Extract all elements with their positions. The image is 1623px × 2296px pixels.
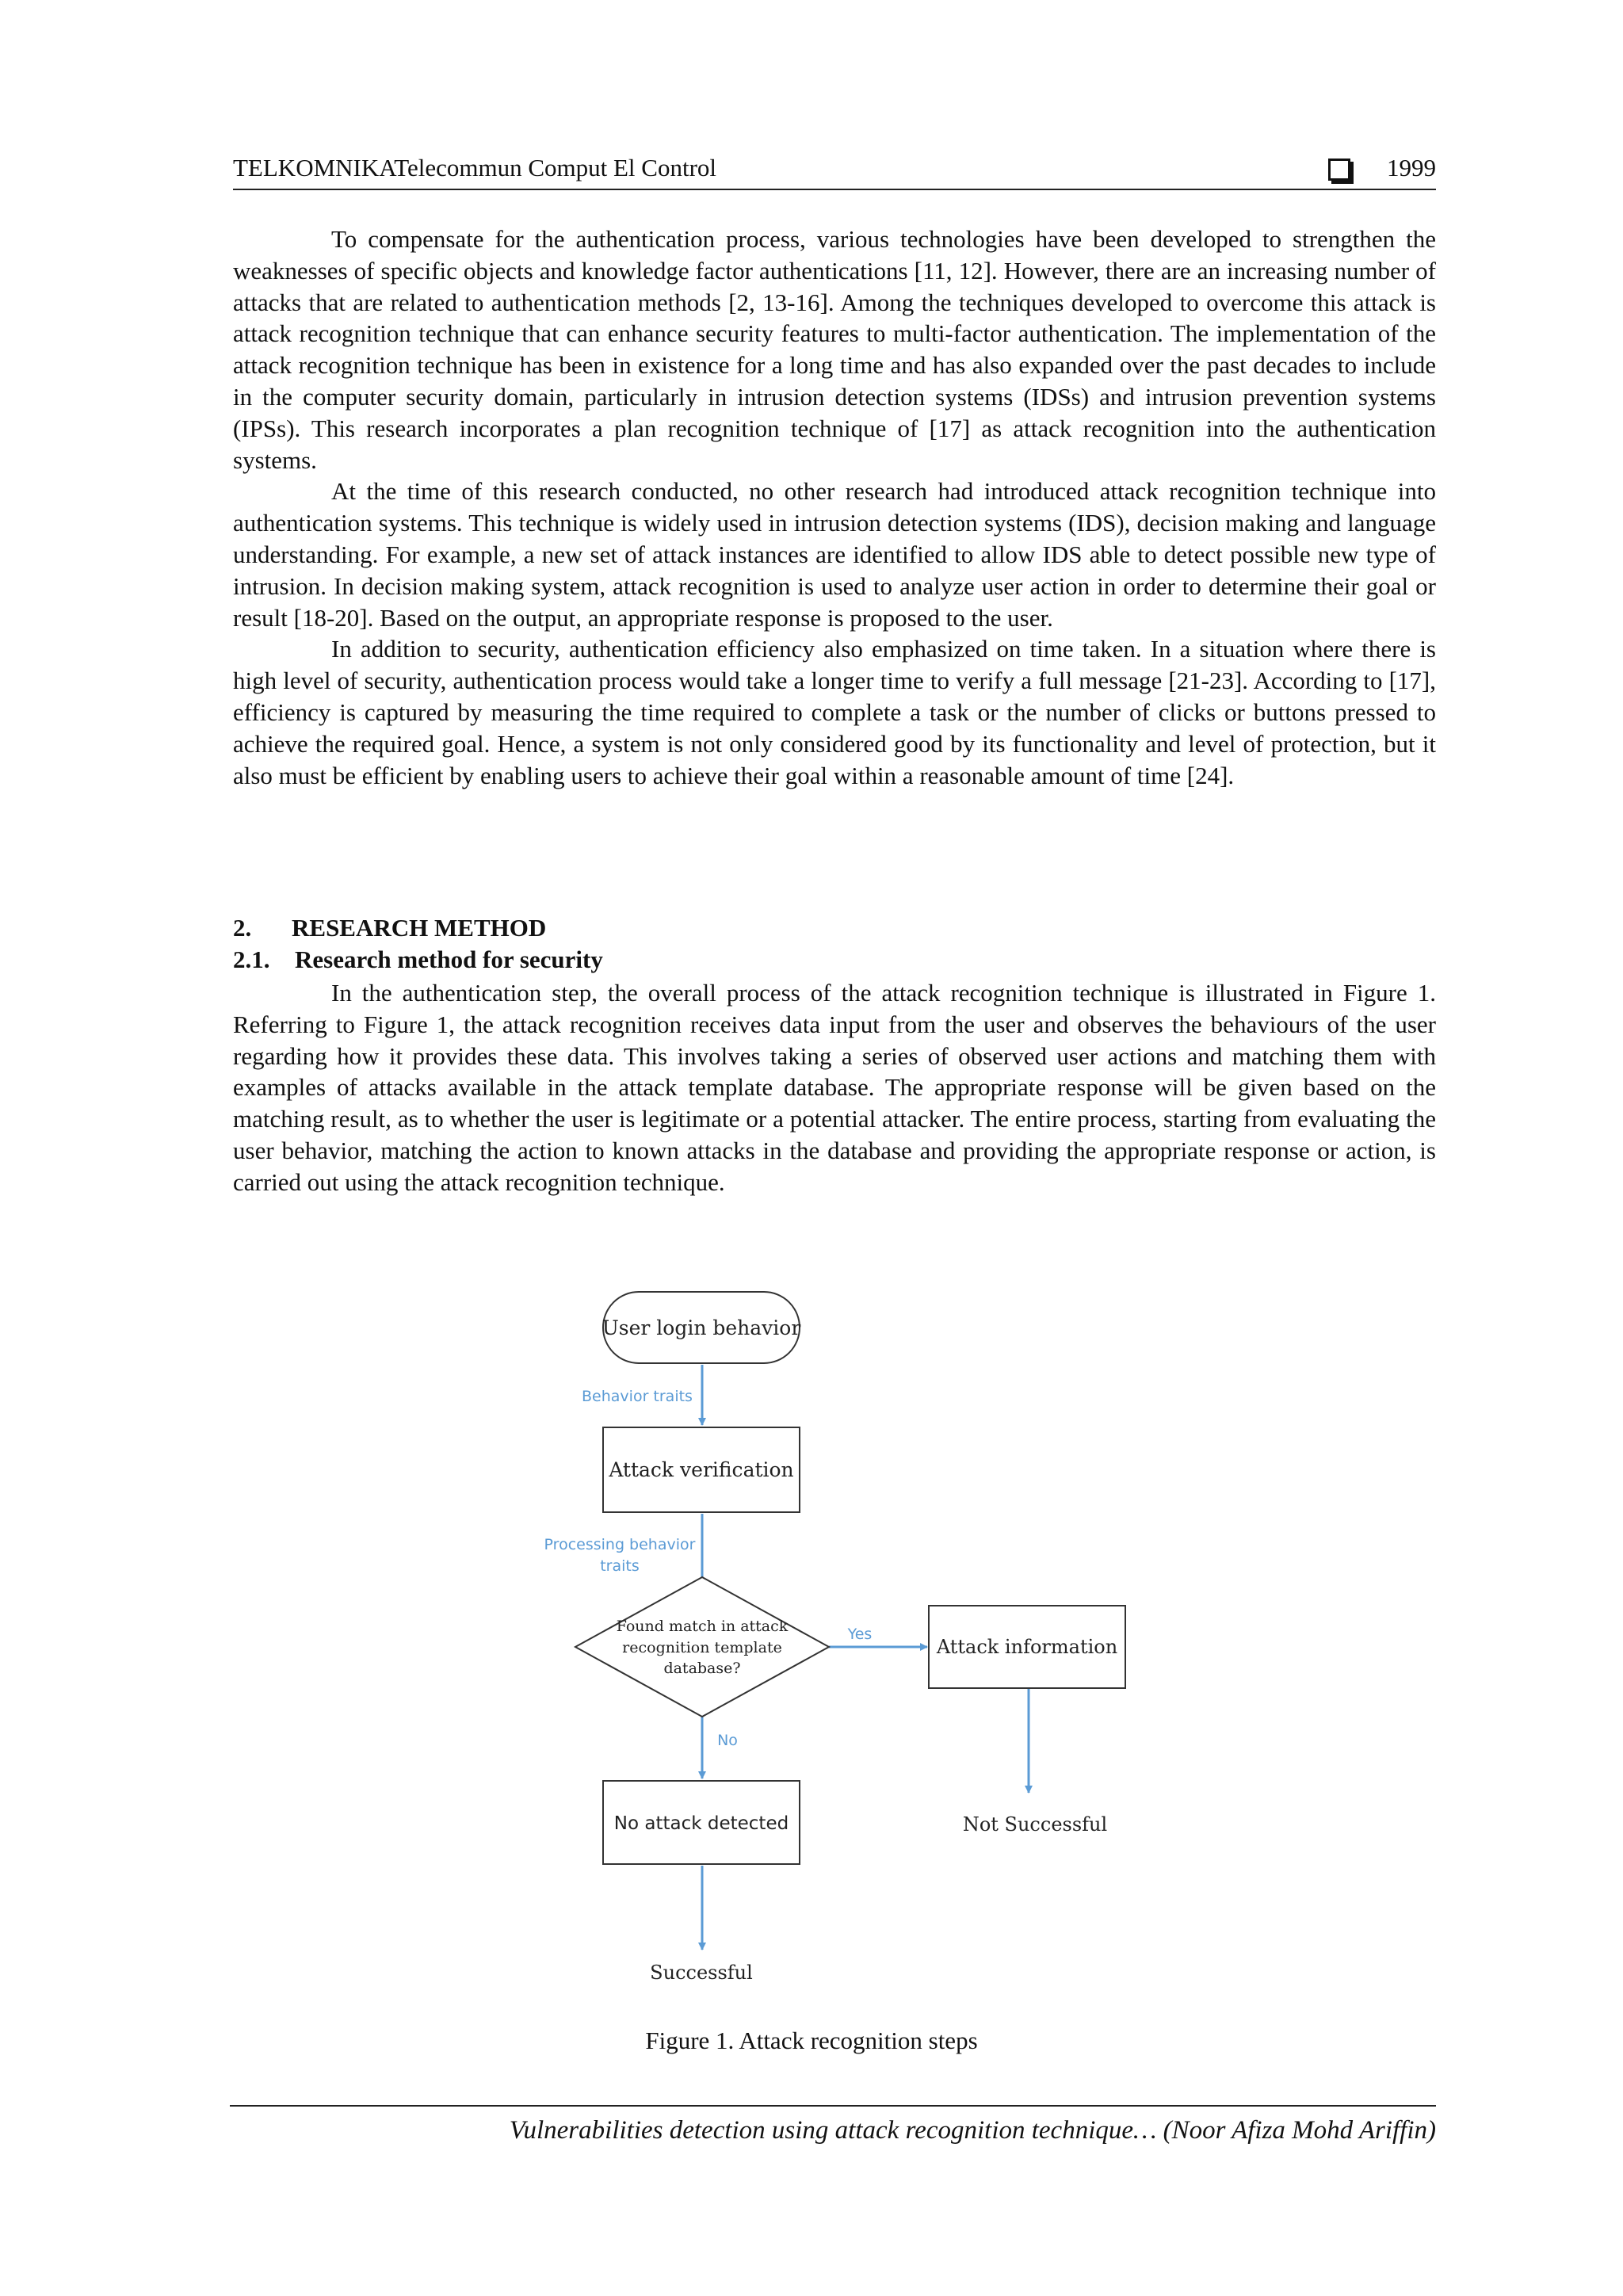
subsection-number: 2.1. (233, 946, 270, 973)
paragraph: In the authentication step, the overall process of the attack recognition technique is illustrated in Figure 1. Referring to Figure 1, the attack recognition receives data input from the user and observes the behaviours of the user regarding how it provides these data. This involves taking a series of observed user actions and matching them with examples of attacks available in the attack template database. The appropriate response will be given based on the matching result, as to whether the user is legitimate or a potential attacker. The entire process, starting from evaluating the user behavior, matching the action to known attacks in the database and providing the appropriate response or action, is carried out using the attack recognition technique. (233, 979, 1436, 1196)
section-title: RESEARCH METHOD (292, 914, 547, 942)
edge-label-yes: Yes (847, 1626, 873, 1643)
not-successful-outcome: Not Successful (962, 1813, 1108, 1836)
decision-label-line: Found match in attack (616, 1618, 789, 1635)
verify-node-label: Attack verification (609, 1458, 794, 1481)
decision-label-line: database? (663, 1660, 741, 1677)
no-attack-label: No attack detected (613, 1813, 789, 1834)
subsection-title: Research method for security (295, 946, 603, 973)
journal-title: TELKOMNIKATelecommun Comput El Control (233, 154, 717, 181)
attack-information-label: Attack information (936, 1636, 1118, 1658)
start-node-label: User login behavior (601, 1316, 801, 1339)
figure-caption: Figure 1. Attack recognition steps (645, 2027, 978, 2054)
paragraph: In addition to security, authentication efficiency also emphasized on time taken. In a situation where there is high level of security, authentication process would take a longer time to verify a full message [21-23]. According to [17], efficiency is captured by measuring the time required to complete a task or the number of clicks or buttons pressed to achieve the required goal. Hence, a system is not only considered good by its functionality and level of protection, but it also must be efficient by enabling users to achieve their goal within a reasonable amount of time [24]. (233, 635, 1436, 789)
edge-label-processing: traits (600, 1557, 640, 1575)
footer-text: Vulnerabilities detection using attack recognition technique… (Noor Afiza Mohd Ariffin) (509, 2116, 1436, 2145)
paragraph: To compensate for the authentication process, various technologies have been developed to strengthen the weaknesses of specific objects and knowledge factor authentications [11, 12]. However, there are an increasing number of attacks that are related to authentication methods [2, 13-16]. Among the techniques developed to overcome this attack is attack recognition technique that can enhance security features to multi-factor authentication. The implementation of the attack recognition technique has been in existence for a long time and has also expanded over the past decades to include in the computer security domain, particularly in intrusion detection systems (IDSs) and intrusion prevention systems (IPSs). This research incorporates a plan recognition technique of [17] as attack recognition into the authentication systems. (233, 225, 1436, 474)
edge-label-no: No (717, 1732, 738, 1749)
running-footer (230, 2105, 1436, 2145)
edge-label-behavior-traits: Behavior traits (582, 1388, 693, 1405)
section-number: 2. (233, 914, 252, 942)
page-number: 1999 (1387, 154, 1436, 181)
decision-label-line: recognition template (622, 1639, 782, 1656)
paragraph: At the time of this research conducted, no other research had introduced attack recognition technique into authentication systems. This technique is widely used in intrusion detection systems (IDS), decision making and language understanding. For example, a new set of attack instances are identified to allow IDS able to detect possible new type of intrusion. In decision making system, attack recognition is used to analyze user action in order to determine their goal or result [18-20]. Based on the output, an appropriate response is proposed to the user. (233, 477, 1436, 632)
successful-outcome: Successful (650, 1962, 753, 1984)
edge-label-processing: Processing behavior (544, 1536, 696, 1553)
